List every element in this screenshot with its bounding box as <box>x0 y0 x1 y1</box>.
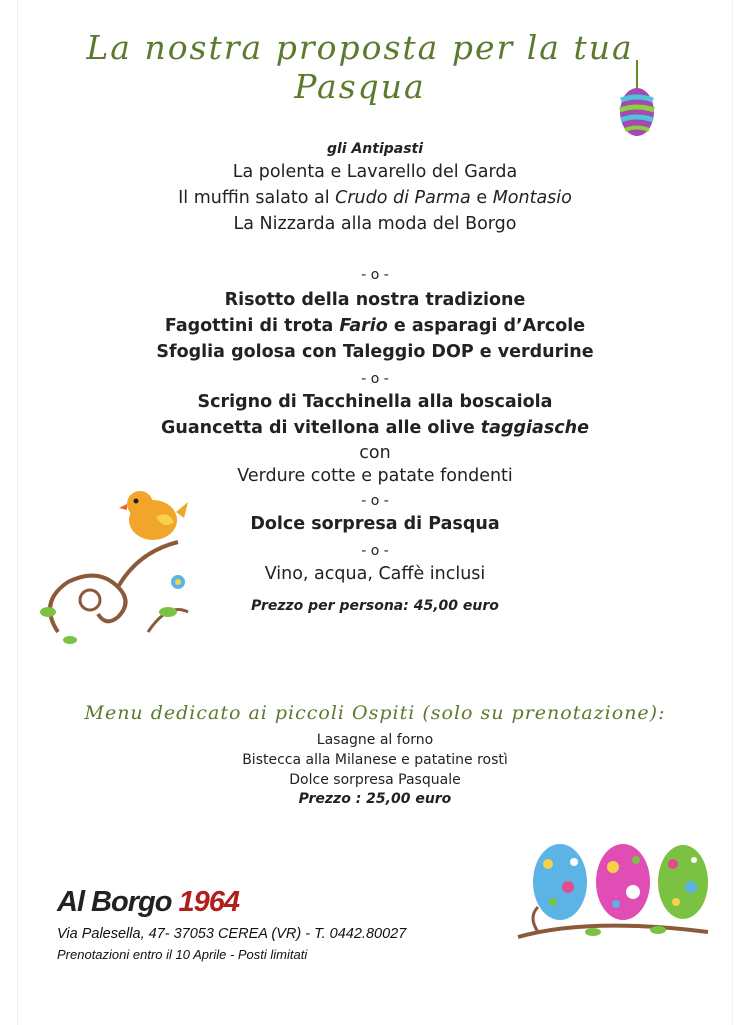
kids-dish-3: Dolce sorpresa Pasquale <box>289 772 461 788</box>
dish-antipasto-3: La Nizzarda alla moda del Borgo <box>233 214 517 234</box>
dish-antipasto-1: La polenta e Lavarello del Garda <box>232 162 518 182</box>
dish-primo-3: Sfoglia golosa con Taleggio DOP e verdurine <box>156 342 594 362</box>
kids-menu-title: Menu dedicato ai piccoli Ospiti (solo su prenotazione): <box>84 702 666 724</box>
dish-secondo-2: Guancetta di vitellona alle olive taggiasche <box>161 418 589 438</box>
dish-contorno: Verdure cotte e patate fondenti <box>237 466 513 486</box>
dish-primo-2: Fagottini di trota Fario e asparagi d’Arcole <box>164 316 586 336</box>
kids-dish-1: Lasagne al forno <box>316 732 434 748</box>
separator: - o - <box>361 267 389 283</box>
separator: - o - <box>361 543 389 559</box>
restaurant-address: Via Palesella, 47- 37053 CEREA (VR) - T. 0442.80027 <box>57 926 407 942</box>
restaurant-logo: Al Borgo 1964 <box>57 886 240 918</box>
dish-antipasto-2: Il muffin salato al Crudo di Parma e Montasio <box>178 188 572 208</box>
chick-on-branch-icon <box>28 482 198 647</box>
dish-dolce: Dolce sorpresa di Pasqua <box>250 514 500 534</box>
page-title: La nostra proposta per la tua Pasqua <box>86 28 634 106</box>
kids-price: Prezzo : 25,00 euro <box>298 791 452 807</box>
separator: - o - <box>361 371 389 387</box>
dish-primo-1: Risotto della nostra tradizione <box>224 290 526 310</box>
kids-dish-2: Bistecca alla Milanese e patatine rostì <box>242 752 508 768</box>
separator: - o - <box>361 493 389 509</box>
dish-secondo-1: Scrigno di Tacchinella alla boscaiola <box>197 392 553 412</box>
booking-note: Prenotazioni entro il 10 Aprile - Posti limitati <box>57 947 308 962</box>
con-label: con <box>359 443 391 463</box>
easter-eggs-icon <box>508 832 714 952</box>
antipasti-heading: gli Antipasti <box>326 141 424 157</box>
hanging-easter-egg-icon <box>612 60 662 140</box>
price-per-person: Prezzo per persona: 45,00 euro <box>251 598 499 614</box>
drinks-included: Vino, acqua, Caffè inclusi <box>264 564 486 584</box>
